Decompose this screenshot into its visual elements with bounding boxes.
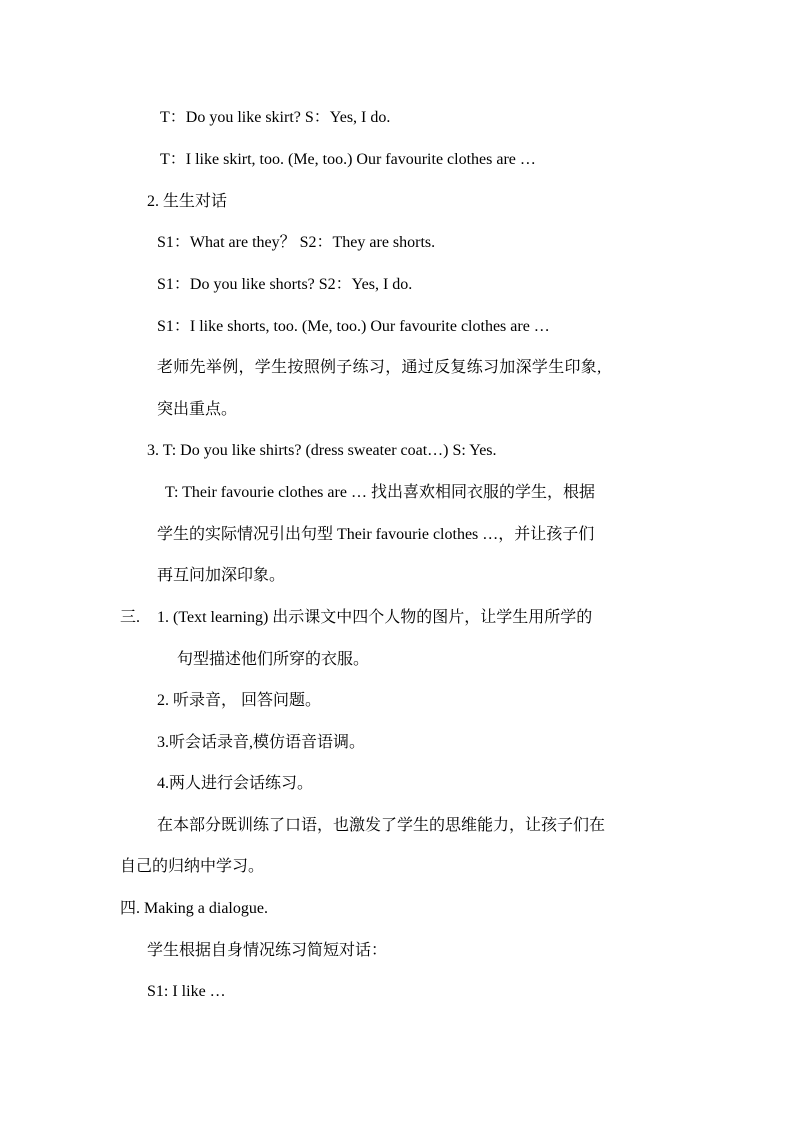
summary-line-2: 自己的归纳中学习。	[120, 858, 265, 875]
subheading-pair-dialogue: 2. 生生对话	[147, 193, 228, 210]
note-line-1: 老师先举例，学生按照例子练习，通过反复练习加深学生印象,	[157, 359, 602, 376]
dialogue-line-1: T：Do you like skirt? S：Yes, I do.	[160, 109, 391, 126]
section-three-marker: 三.	[120, 609, 141, 626]
dialogue-line-3: S1：What are they？ S2：They are shorts.	[157, 234, 436, 251]
summary-line-1: 在本部分既训练了口语，也激发了学生的思维能力，让孩子们在	[157, 817, 606, 834]
note-line-2: 突出重点。	[157, 401, 238, 418]
text-learning-line-1: 1. (Text learning) 出示课文中四个人物的图片，让学生用所学的	[157, 609, 593, 626]
text-learning-line-2: 句型描述他们所穿的衣服。	[177, 651, 370, 668]
step-3-detail-3: 再互问加深印象。	[157, 567, 286, 584]
dialogue-line-4: S1：Do you like shorts? S2：Yes, I do.	[157, 276, 413, 293]
text-learning-step-4: 4.两人进行会话练习。	[157, 775, 314, 792]
dialogue-line-5: S1：I like shorts, too. (Me, too.) Our favourite clothes are …	[157, 318, 550, 335]
step-3-line: 3. T: Do you like shirts? (dress sweater coat…) S: Yes.	[147, 442, 497, 459]
section-four-instruction: 学生根据自身情况练习简短对话：	[147, 942, 388, 959]
step-3-detail-2: 学生的实际情况引出句型 Their favourie clothes …，并让孩子们	[157, 526, 595, 543]
text-learning-step-2: 2. 听录音， 回答问题。	[157, 692, 322, 709]
section-four-example: S1: I like …	[147, 983, 226, 1000]
text-learning-step-3: 3.听会话录音,模仿语音语调。	[157, 734, 366, 751]
step-3-detail-1: T: Their favourie clothes are … 找出喜欢相同衣服的学生，根据	[165, 484, 595, 501]
section-four-heading: 四. Making a dialogue.	[120, 900, 268, 917]
dialogue-line-2: T：I like skirt, too. (Me, too.) Our favourite clothes are …	[160, 151, 536, 168]
